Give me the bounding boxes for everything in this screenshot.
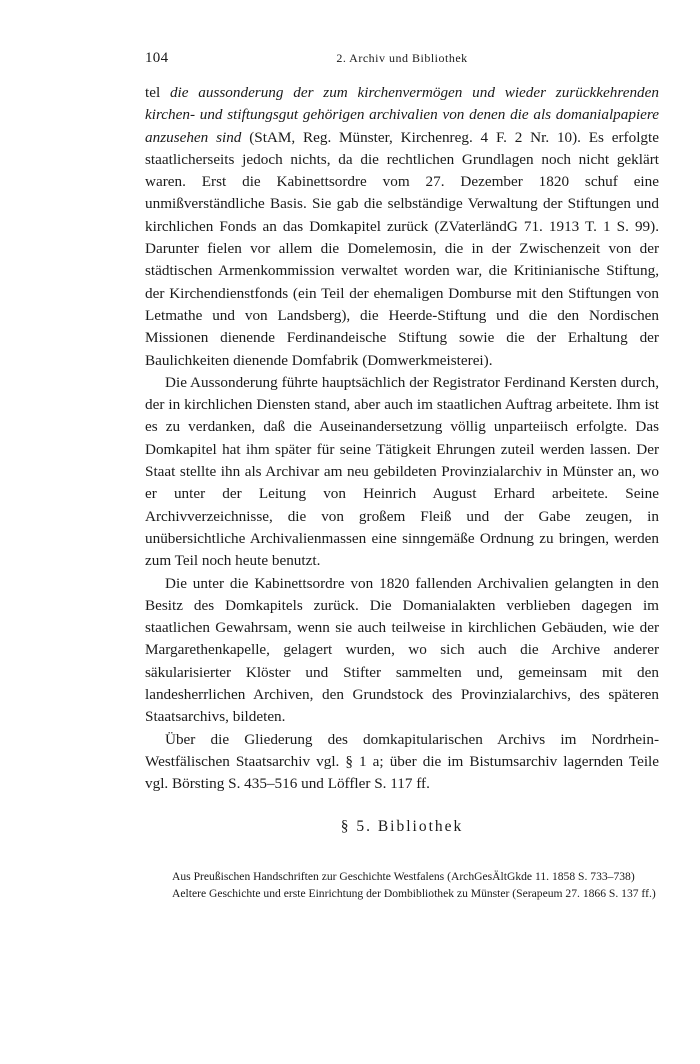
body-paragraph [145,729,659,796]
running-title: 2. Archiv und Bibliothek [336,51,468,65]
body-paragraph [145,82,659,372]
running-head [145,50,659,70]
body-paragraph [145,573,659,729]
section-heading: § 5. Bibliothek [340,818,464,835]
paragraph-text: tel [145,84,170,101]
paragraph-text: (StAM, Reg. Münster, Kirchenreg. 4 F. 2 Nr. 10). Es erfolgte staatlicherseits jedoch nichts, da die rechtlichen Grundlagen noch nicht geklärt waren. Erst die Kabinettsordre vom 27. Dezember 1820 schuf eine unmißverständliche Basis. Sie gab die selbständige Verwaltung der Stiftungen und kirchlichen Fonds an das Domkapitel zurück (ZVaterländG 71. 1913 T. 1 S. 99). Darunter fielen vor allem die Domelemosin, die in der Zwischenzeit von der städtischen Armenkommission verwaltet worden war, die Kritinianische Stiftung, der Kirchendienstfonds (ein Teil der ehemaligen Domburse mit den Stiftungen von Letmathe und von Landsberg), die Heerde-Stiftung und die den Nordischen Missionen dienende Ferdinandeische Stiftung sowie die der Erhaltung der Baulichkeiten dienende Domfabrik (Domwerkmeisterei). [145,128,659,369]
page-number: 104 [145,50,169,66]
paragraph-text: Die Aussonderung führte hauptsächlich der Registrator Ferdinand Kersten durch, der in kirchlichen Diensten stand, aber auch im staatlichen Auftrag arbeitete. Ihm ist es zu verdanken, daß die Auseinandersetzung völlig unparteiisch erfolgte. Das Domkapitel hat ihm später für seine Tätigkeit Ehrungen zuteil werden lassen. Der Staat stellte ihn als Archivar am neu gebildeten Provinzialarchiv in Münster an, wo er unter der Leitung von Heinrich August Erhard arbeitete. Seine Archivverzeichnisse, die von großem Fleiß und der Gabe zeugen, in unübersichtliche Archivalienmassen eine sinngemäße Ordnung zu bringen, werden zum Teil noch heute benutzt. [145,373,659,570]
reference-list [172,869,659,904]
paragraph-text: Die unter die Kabinettsordre von 1820 fallenden Archivalien gelangten in den Besitz des Domkapitels zurück. Die Domanialakten verblieben dagegen im staatlichen Gewahrsam, wenn sie auch teilweise in kirchlichen Gebäuden, wie der Margarethenkapelle, gelagert wurden, wo sich auch die Archive anderer säkularisierter Klöster und Stifter sammelten und, gemeinsam mit den landesherrlichen Archiven, den Grundstock des Provinzialarchivs, des späteren Staatsarchivs, bildeten. [145,574,659,726]
reference-entry: Aeltere Geschichte und erste Einrichtung der Dombibliothek zu Münster (Serapeum 27. 1866 S. 137 ff.) [172,887,656,901]
italic-quotation: die aussonderung der zum kirchenvermögen und wieder zurückkehrenden kirchen- und stiftungsgut gehörigen archivalien von denen die als domanialpapiere anzusehen sind [145,84,659,146]
reference-entry: Aus Preußischen Handschriften zur Geschichte Westfalens (ArchGesÄltGkde 11. 1858 S. 733–738) [172,870,635,883]
paragraph-text: Über die Gliederung des domkapitularischen Archivs im Nordrhein-Westfälischen Staatsarchiv vgl. § 1 a; über die im Bistumsarchiv lagernden Teile vgl. Börsting S. 435–516 und Löffler S. 117 ff. [145,730,659,793]
body-paragraph [145,372,659,573]
body-text [145,82,659,796]
